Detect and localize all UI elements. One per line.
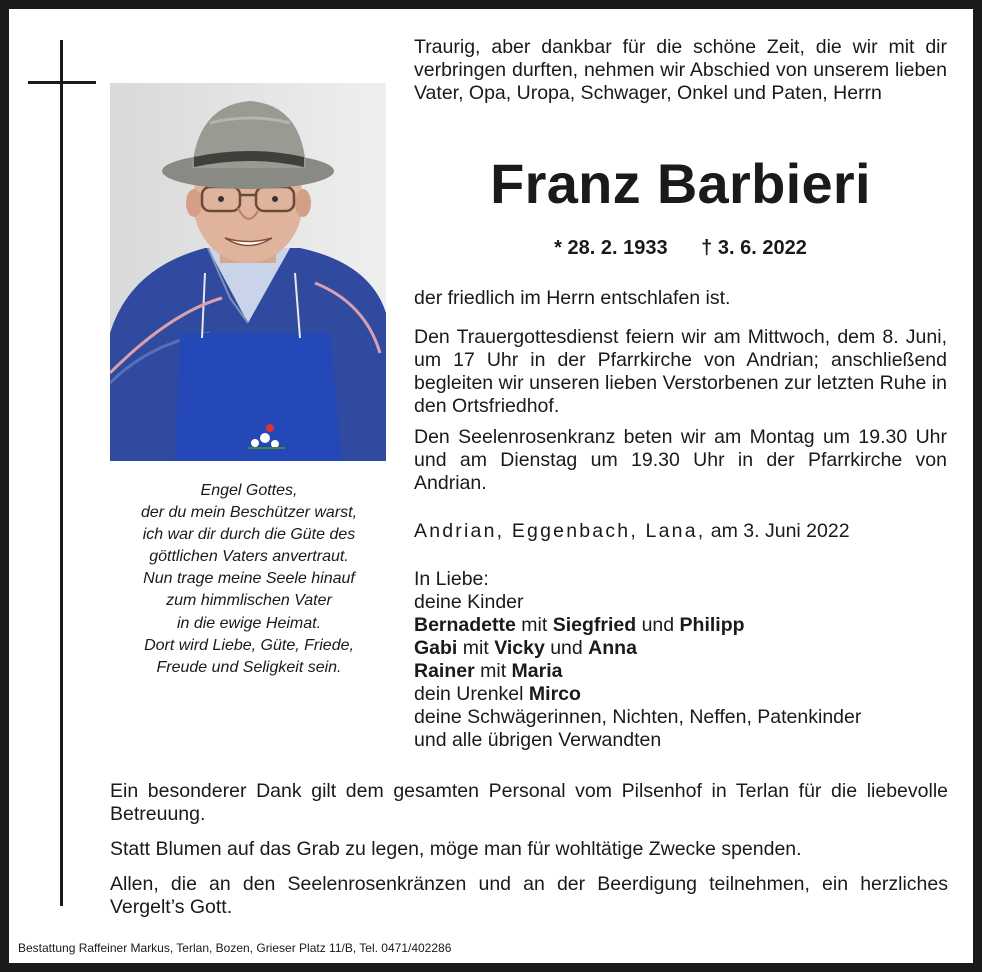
poem-line: zum himmlischen Vater [166, 592, 332, 610]
mourner-name: Philipp [679, 614, 745, 636]
flowers-text: Statt Blumen auf das Grab zu legen, möge man für wohltätige Zwecke spenden. [110, 838, 802, 860]
poem-line: Freude und Seligkeit sein. [156, 658, 342, 676]
mourner-name: Rainer [414, 660, 475, 682]
passed-text: der friedlich im Herrn entschlafen ist. [414, 287, 731, 309]
mourner-name: Siegfried [552, 614, 637, 636]
relatives-row: und alle übrigen Verwandten [414, 729, 662, 751]
poem-line: göttlichen Vaters anvertraut. [149, 548, 349, 566]
in-laws-row: deine Schwägerinnen, Nichten, Neffen, Patenkinder [414, 706, 862, 728]
children-label: deine Kinder [414, 591, 524, 613]
poem [96, 480, 402, 679]
place-and-date [414, 520, 947, 543]
family-row [414, 637, 947, 660]
connector: mit [457, 637, 495, 659]
death-date: † 3. 6. 2022 [701, 237, 807, 259]
funeral-mass-text: Den Trauergottesdienst feiern wir am Mittwoch, dem 8. Juni, um 17 Uhr in der Pfarrkirche von Andrian; anschließend begleiten wir unseren lieben Verstorbenen zur letzten Ruhe in den Ortsfriedhof. [414, 326, 947, 417]
mourner-name: Bernadette [414, 614, 516, 636]
poem-line: Dort wird Liebe, Güte, Friede, [144, 636, 354, 654]
mourner-name: Anna [588, 637, 637, 659]
place-date: am 3. Juni 2022 [710, 520, 850, 542]
great-grandchild-label: dein Urenkel [414, 683, 529, 705]
mourner-name: Vicky [494, 637, 545, 659]
intro-text: Traurig, aber dankbar für die schöne Zeit, die wir mit dir verbringen durften, nehmen wir Abschied von unserem lieben Vater, Opa, Uropa, Schwager, Onkel und Paten, Herrn [414, 36, 947, 104]
poem-line: in die ewige Heimat. [176, 614, 322, 632]
family-row [414, 683, 947, 706]
deceased-name: Franz Barbieri [490, 152, 871, 215]
family-row [414, 660, 947, 683]
connector: und [544, 637, 589, 659]
cross-icon [60, 40, 63, 906]
poem-line: Engel Gottes, [200, 482, 298, 499]
poem-line: Nun trage meine Seele hinauf [143, 570, 355, 588]
poem-line: ich war dir durch die Güte des [142, 526, 356, 544]
connector: mit [474, 660, 512, 682]
place-names: Andrian, Eggenbach, Lana, [414, 520, 706, 542]
life-dates [414, 236, 947, 260]
poem-line: der du mein Beschützer warst, [140, 504, 358, 522]
mourner-name: Gabi [414, 637, 458, 659]
birth-date: * 28. 2. 1933 [554, 237, 668, 259]
mourner-name: Maria [511, 660, 563, 682]
mourners-list [414, 568, 947, 752]
rosary-text: Den Seelenrosenkranz beten wir am Montag um 19.30 Uhr und am Dienstag um 19.30 Uhr in der Pfarrkirche von Andrian. [414, 426, 947, 494]
family-row [414, 614, 947, 637]
portrait-photo [110, 83, 386, 461]
cross-icon-bar [28, 81, 96, 84]
mourners-heading: In Liebe: [414, 568, 489, 590]
funeral-home-footer: Bestattung Raffeiner Markus, Terlan, Bozen, Grieser Platz 11/B, Tel. 0471/402286 [18, 941, 452, 955]
connector: mit [515, 614, 553, 636]
condolence-text: Allen, die an den Seelenrosenkränzen und an der Beerdigung teilnehmen, ein herzliches Vergelt’s Gott. [110, 873, 948, 918]
connector: und [636, 614, 680, 636]
thanks-text: Ein besonderer Dank gilt dem gesamten Personal vom Pilsenhof in Terlan für die liebevolle Betreuung. [110, 780, 948, 825]
mourner-name: Mirco [528, 683, 581, 705]
